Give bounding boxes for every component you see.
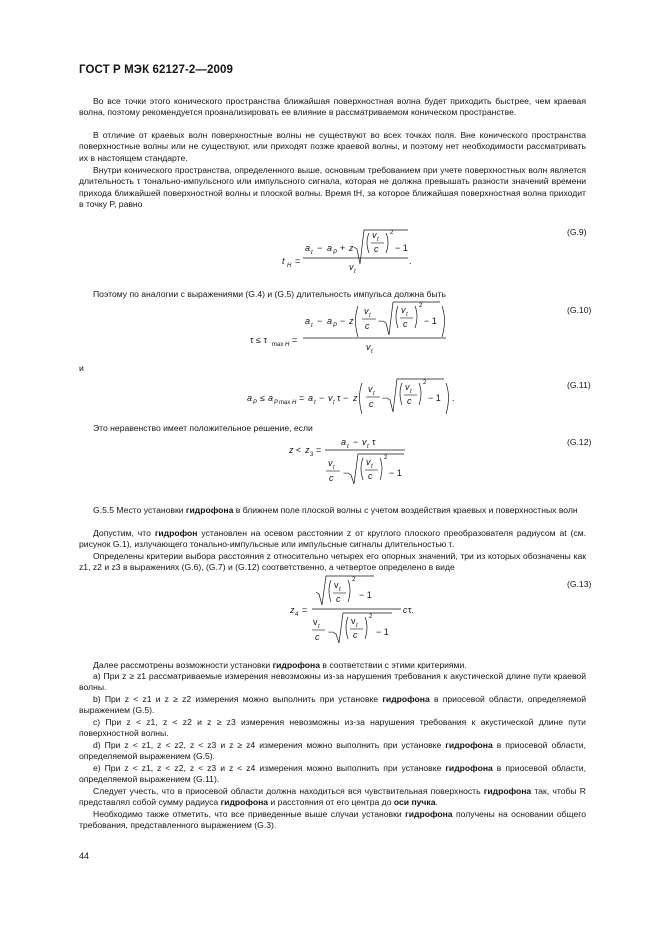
paragraph-5: и xyxy=(79,363,84,373)
list-item-d xyxy=(79,740,586,763)
svg-text:v: v xyxy=(328,458,333,468)
svg-text:a: a xyxy=(305,243,311,253)
paragraph-1 xyxy=(79,96,586,119)
svg-text:t: t xyxy=(369,313,371,319)
svg-text:v: v xyxy=(349,262,354,272)
svg-text:τ.: τ. xyxy=(408,605,415,615)
svg-text:a: a xyxy=(308,393,314,403)
svg-text:c: c xyxy=(407,396,412,406)
svg-text:−: − xyxy=(382,393,388,403)
page-number: 44 xyxy=(79,851,90,861)
list-item-text: e) При z < z1, z < z2, z < z3 и z < z4 измерения можно выполнить при установке гидрофона в приосевой области, определяемой выражением (G.11). xyxy=(79,763,586,785)
svg-text:2: 2 xyxy=(369,614,373,620)
svg-text:− 1: − 1 xyxy=(424,316,437,326)
paragraph-4: Поэтому по аналогии с выражениями (G.4) и (G.5) длительность импульса должна быть xyxy=(93,289,447,299)
svg-text:a: a xyxy=(327,316,333,326)
svg-text:max: max xyxy=(272,342,284,348)
svg-text:=: = xyxy=(295,256,301,266)
svg-text:− 1: − 1 xyxy=(359,590,372,600)
svg-text:t: t xyxy=(410,389,412,395)
section-heading-g55 xyxy=(79,505,586,516)
list-item-a xyxy=(79,671,586,694)
list-item-text: a) При z ≥ z1 рассматриваемые измерения невозможны из-за нарушения требования к акустической длине пути краевой волны. xyxy=(79,671,586,693)
svg-text:t: t xyxy=(406,312,408,318)
svg-text:− 1: − 1 xyxy=(389,468,402,478)
svg-text:z: z xyxy=(349,243,354,253)
equation-number: (G.11) xyxy=(567,380,591,390)
svg-text:−: − xyxy=(378,316,384,326)
svg-text:−: − xyxy=(317,316,323,326)
equation-number: (G.13) xyxy=(567,579,592,589)
svg-text:z: z xyxy=(289,445,294,455)
svg-text:c: c xyxy=(374,244,379,254)
svg-text:3: 3 xyxy=(310,452,314,458)
svg-text:c: c xyxy=(403,605,408,615)
list-item-b xyxy=(79,694,586,717)
svg-text:−: − xyxy=(319,393,325,403)
svg-text:v: v xyxy=(313,617,318,627)
svg-text:v: v xyxy=(351,616,356,626)
equation-number: (G.9) xyxy=(567,227,587,237)
svg-text:t: t xyxy=(318,624,320,630)
svg-text:t: t xyxy=(333,400,335,406)
svg-text:t: t xyxy=(314,400,316,406)
svg-text:v: v xyxy=(362,437,367,447)
svg-text:a: a xyxy=(341,437,347,447)
svg-text:v: v xyxy=(366,342,371,352)
svg-text:2: 2 xyxy=(390,230,394,236)
svg-text:τ −: τ − xyxy=(337,393,349,403)
svg-text:2: 2 xyxy=(352,577,356,583)
svg-text:P: P xyxy=(274,400,279,406)
svg-text:t: t xyxy=(339,587,341,593)
equation-number: (G.10) xyxy=(567,305,592,315)
paragraph-text: G.5.5 Место установки гидрофона в ближнем поле плоской волны с учетом воздействия краевых и поверхностных волн xyxy=(93,505,578,515)
paragraph-text: Определены критерии выбора расстояния z относительно четырех его опорных значений, три из которых обозначены как z1, z2 и z3 в выражениях (G.6), (G.7) и (G.12) соответственно, а четвертое определено в виде xyxy=(79,551,586,573)
svg-text:t: t xyxy=(367,444,369,450)
paragraph-3 xyxy=(79,165,586,211)
svg-text:− 1: − 1 xyxy=(395,243,408,253)
svg-text:H: H xyxy=(287,263,292,269)
svg-text:a: a xyxy=(305,316,311,326)
svg-text:2: 2 xyxy=(423,380,427,386)
svg-text:2: 2 xyxy=(384,455,388,461)
svg-text:t: t xyxy=(347,444,349,450)
svg-text:P: P xyxy=(333,323,338,329)
svg-text:τ ≤ τ: τ ≤ τ xyxy=(250,335,268,345)
svg-text:τ: τ xyxy=(372,437,376,447)
page-header: ГОСТ Р МЭК 62127-2—2009 xyxy=(79,64,233,76)
svg-text:t: t xyxy=(371,464,373,470)
svg-text:H: H xyxy=(292,400,297,406)
paragraph-8 xyxy=(79,528,586,551)
svg-text:.: . xyxy=(409,256,412,266)
svg-text:−: − xyxy=(340,316,346,326)
svg-text:−: − xyxy=(353,437,359,447)
svg-text:c: c xyxy=(329,473,334,483)
svg-text:z: z xyxy=(353,393,358,403)
svg-text:v: v xyxy=(405,382,410,392)
svg-text:a: a xyxy=(247,393,253,403)
svg-text:z: z xyxy=(290,605,295,615)
list-item-text: d) При z < z1, z < z2, z < z3 и z ≥ z4 измерения можно выполнить при установке гидрофона в приосевой области, определяемой выражением (G.5). xyxy=(79,740,586,762)
paragraph-2 xyxy=(79,130,586,164)
svg-text:.: . xyxy=(452,393,455,403)
list-item-text: b) При z < z1 и z ≥ z2 измерения можно выполнить при установке гидрофона в приосевой области, определяемой выражением (G.5). xyxy=(79,694,586,716)
paragraph-6: Это неравенство имеет положительное решение, если xyxy=(93,423,313,433)
paragraph-text: Следует учесть, что в приосевой области должна находиться вся чувствительная поверхность гидрофона так, чтобы R представлял собой сумму радиуса гидрофона и расстояния от его центра до оси пучка. xyxy=(79,786,586,808)
svg-text:v: v xyxy=(372,230,377,240)
svg-text:H: H xyxy=(285,342,290,348)
svg-text:z: z xyxy=(305,445,310,455)
svg-text:t: t xyxy=(311,250,313,256)
svg-text:t: t xyxy=(371,349,373,355)
paragraph-12 xyxy=(79,809,586,832)
svg-text:t: t xyxy=(356,623,358,629)
svg-text:v: v xyxy=(368,384,373,394)
svg-text:v: v xyxy=(366,457,371,467)
svg-text:− 1: − 1 xyxy=(376,627,389,637)
svg-text:+: + xyxy=(340,243,346,253)
svg-text:a: a xyxy=(327,243,333,253)
svg-text:a: a xyxy=(268,393,274,403)
svg-text:v: v xyxy=(364,306,369,316)
svg-text:t: t xyxy=(354,269,356,275)
svg-text:c: c xyxy=(353,630,358,640)
svg-text:z: z xyxy=(349,316,354,326)
svg-text:c: c xyxy=(315,632,320,642)
paragraph-text: В отличие от краевых волн поверхностные волны не существуют во всех точках поля. Вне конического пространства поверхностные волны или не существуют, или приходят позже краевой волны, и поэтому нет необходимости рассматривать их в настоящем стандарте. xyxy=(79,130,586,163)
svg-text:<: < xyxy=(296,445,302,455)
svg-text:t: t xyxy=(282,256,285,266)
svg-text:2: 2 xyxy=(419,303,423,309)
svg-text:v: v xyxy=(401,305,406,315)
svg-text:t: t xyxy=(377,237,379,243)
paragraph-9 xyxy=(79,551,586,574)
svg-text:P: P xyxy=(333,250,338,256)
paragraph-11 xyxy=(79,786,586,809)
svg-text:c: c xyxy=(403,319,408,329)
svg-text:−: − xyxy=(317,243,323,253)
svg-text:− 1: − 1 xyxy=(428,393,441,403)
svg-text:c: c xyxy=(369,399,374,409)
svg-text:c: c xyxy=(368,471,373,481)
svg-text:=: = xyxy=(299,393,305,403)
svg-text:t: t xyxy=(333,465,335,471)
svg-text:P: P xyxy=(253,400,258,406)
paragraph-text: Внутри конического пространства, определенного выше, основным требованием при учете поверхностных волн является длительность τ тонально-импульсного или импульсного сигнала, которая не должна превышать разности значений времени прихода ближайшей поверхностной волны и плоской волны. Время tH, за которое ближайшая поверхностная волна приходит в точку P, равно xyxy=(79,165,586,210)
svg-text:=: = xyxy=(302,605,308,615)
svg-text:c: c xyxy=(336,594,341,604)
paragraph-10: Далее рассмотрены возможности установки гидрофона в соответствии с этими критериями. xyxy=(93,660,467,670)
paragraph-text: Во все точки этого конического пространства ближайшая поверхностная волна будет приходить быстрее, чем краевая волна, поэтому рекомендуется проанализировать ее влияние в рассматриваемом коническом пространстве. xyxy=(79,96,586,118)
paragraph-text: Допустим, что гидрофон установлен на осевом расстоянии z от круглого плоского преобразователя радиусом at (см. рисунок G.1), излучающего тонально-импульсные или импульсные сигналы длительностью τ. xyxy=(79,528,586,550)
svg-text:−: − xyxy=(328,627,334,637)
svg-text:=: = xyxy=(316,445,322,455)
svg-text:t: t xyxy=(311,323,313,329)
list-item-e xyxy=(79,763,586,786)
svg-text:−: − xyxy=(343,468,349,478)
svg-text:v: v xyxy=(328,393,333,403)
paragraph-text: Необходимо также отметить, что все приведенные выше случаи установки гидрофона получены на основании общего требования, представленного выражением (G.3). xyxy=(79,809,587,831)
svg-text:v: v xyxy=(334,580,339,590)
svg-text:t: t xyxy=(373,391,375,397)
svg-text:4: 4 xyxy=(295,612,299,618)
equation-number: (G.12) xyxy=(567,437,592,447)
list-item-c xyxy=(79,717,586,740)
list-item-text: c) При z < z1, z < z2 и z ≥ z3 измерения невозможны из-за нарушения требования к акустической длине пути поверхностной волны. xyxy=(79,717,586,739)
svg-text:=: = xyxy=(292,335,298,345)
svg-text:c: c xyxy=(365,321,370,331)
svg-text:max: max xyxy=(279,400,291,406)
svg-text:≤: ≤ xyxy=(260,393,265,403)
